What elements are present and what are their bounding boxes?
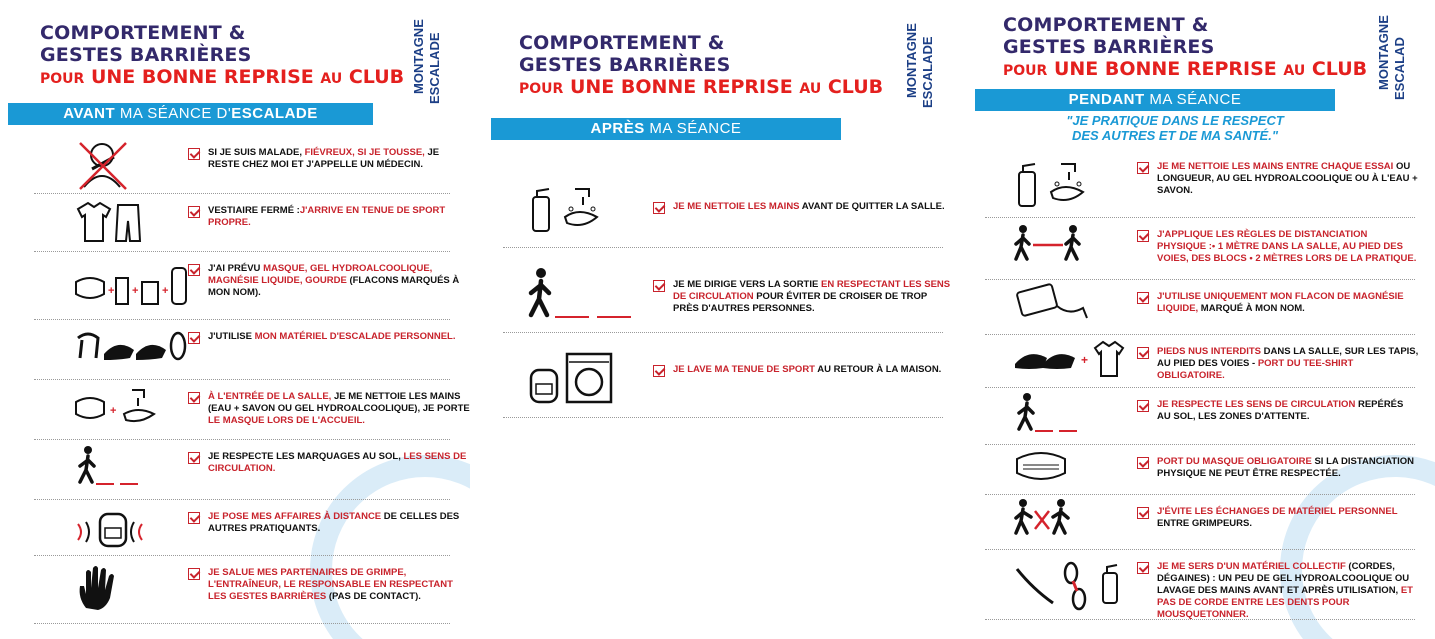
item-text: JE RESPECTE LES SENS DE CIRCULATION REPÉRÉS AU SOL, LES ZONES D'ATTENTE. — [1157, 399, 1404, 422]
ffme-logo: MONTAGNE ESCALADE — [904, 23, 935, 108]
no-exchange-icon — [1013, 497, 1143, 558]
list-item — [503, 170, 943, 248]
item-text: J'UTILISE UNIQUEMENT MON FLACON DE MAGNÉSIE LIQUIDE, MARQUÉ À MON NOM. — [1157, 291, 1404, 314]
walking-exit-icon — [527, 265, 657, 326]
distancing-icon — [1013, 223, 1143, 284]
item-text: PIEDS NUS INTERDITS DANS LA SALLE, SUR LES TAPIS, AU PIED DES VOIES - PORT DU TEE-SHIRT OBLIGATOIRE. — [1157, 346, 1419, 381]
checkbox-icon — [653, 365, 665, 377]
list-item — [34, 500, 460, 556]
checkbox-icon — [188, 452, 200, 464]
item-text: JE ME NETTOIE LES MAINS AVANT DE QUITTER LA SALLE. — [673, 201, 945, 212]
checkbox-icon — [1137, 230, 1149, 242]
checkbox-icon — [1137, 162, 1149, 174]
checkbox-icon — [1137, 562, 1149, 574]
checkbox-icon — [188, 512, 200, 524]
list-item — [985, 280, 1415, 335]
list-item — [34, 440, 467, 500]
checkbox-icon — [1137, 292, 1149, 304]
list-item — [985, 388, 1415, 445]
checkbox-icon — [188, 264, 200, 276]
item-text: VESTIAIRE FERMÉ :J'ARRIVE EN TENUE DE SPORT PROPRE. — [208, 205, 446, 228]
item-text: JE SALUE MES PARTENAIRES DE GRIMPE, L'ENTRAÎNEUR, LE RESPONSABLE EN RESPECTANT LES GESTES BARRIÈRES (PAS DE CONTACT). — [208, 567, 453, 602]
list-item — [503, 333, 943, 418]
checkbox-icon — [653, 280, 665, 292]
list-item — [985, 550, 1415, 620]
climbing-gear-icon — [74, 324, 204, 385]
checkbox-icon — [1137, 457, 1149, 469]
checkbox-icon — [653, 202, 665, 214]
svg-text:+: + — [132, 285, 139, 297]
sick-person-icon — [74, 139, 204, 200]
svg-text:+: + — [110, 405, 117, 417]
item-text: J'APPLIQUE LES RÈGLES DE DISTANCIATION PHYSIQUE :• 1 MÈTRE DANS LA SALLE, AU PIED DES VOIES, DES BLOCS • 2 MÈTRES LORS DE LA PRATIQUE. — [1157, 229, 1417, 264]
list-item — [503, 248, 951, 333]
washing-machine-icon — [527, 350, 657, 411]
item-text: À L'ENTRÉE DE LA SALLE, JE ME NETTOIE LES MAINS (EAU + SAVON OU GEL HYDROALCOOLIQUE), JE PORTE LE MASQUE LORS DE L'ACCUEIL. — [208, 391, 470, 426]
checkbox-icon — [1137, 347, 1149, 359]
section-banner-pendant: PENDANT MA SÉANCE — [975, 89, 1335, 111]
list-item — [985, 218, 1415, 280]
checkbox-icon — [188, 206, 200, 218]
list-item — [34, 136, 450, 194]
hand-icon — [74, 564, 204, 625]
mask-gel-bottle-icon — [74, 260, 204, 321]
walking-person-icon — [74, 444, 204, 505]
svg-text:+: + — [1081, 352, 1089, 367]
checkbox-icon — [188, 332, 200, 344]
poster-title: COMPORTEMENT & GESTES BARRIÈRES POUR UNE BONNE REPRISE AU CLUB — [519, 32, 884, 98]
list-item — [985, 150, 1418, 218]
item-text: J'AI PRÉVU MASQUE, GEL HYDROALCOOLIQUE, MAGNÉSIE LIQUIDE, GOURDE (FLACONS MARQUÉS À MON NOM). — [208, 263, 460, 298]
mask-handwash-icon — [74, 384, 204, 445]
item-text: JE RESPECTE LES MARQUAGES AU SOL, LES SENS DE CIRCULATION. — [208, 451, 467, 474]
section-banner-apres: APRÈS MA SÉANCE — [491, 118, 841, 140]
ffme-logo: MONTAGNE ESCALAD — [1376, 15, 1407, 100]
svg-text:+: + — [108, 285, 115, 297]
item-text: JE ME DIRIGE VERS LA SORTIE EN RESPECTANT LES SENS DE CIRCULATION POUR ÉVITER DE CROISER DE TROP PRÈS D'AUTRES PERSONNES. — [673, 279, 951, 314]
checkbox-icon — [188, 392, 200, 404]
gel-handwash-icon — [527, 183, 657, 244]
item-text: PORT DU MASQUE OBLIGATOIRE SI LA DISTANCIATION PHYSIQUE NE PEUT ÊTRE RESPECTÉE. — [1157, 456, 1415, 479]
list-item — [985, 335, 1419, 388]
poster-pendant — [965, 0, 1435, 639]
item-text: JE LAVE MA TENUE DE SPORT AU RETOUR À LA MAISON. — [673, 364, 942, 375]
poster-title: COMPORTEMENT & GESTES BARRIÈRES POUR UNE BONNE REPRISE AU CLUB — [1003, 14, 1368, 80]
list-item — [34, 194, 450, 252]
chalk-bottle-icon — [1013, 282, 1143, 343]
item-text: J'UTILISE MON MATÉRIEL D'ESCALADE PERSONNEL. — [208, 331, 456, 342]
list-item — [34, 252, 460, 320]
poster-apres — [483, 0, 953, 639]
checkbox-icon — [1137, 400, 1149, 412]
backpack-icon — [74, 502, 204, 563]
rope-quickdraw-icon — [1013, 559, 1143, 620]
item-text: JE ME NETTOIE LES MAINS ENTRE CHAQUE ESSAI OU LONGUEUR, AU GEL HYDROALCOOLIQUE OU À L'EAU + SAVON. — [1157, 161, 1418, 196]
item-text: SI JE SUIS MALADE, FIÉVREUX, SI JE TOUSSE, JE RESTE CHEZ MOI ET J'APPELLE UN MÉDECIN. — [208, 147, 440, 170]
section-quote: "JE PRATIQUE DANS LE RESPECT DES AUTRES ET DE MA SANTÉ." — [1066, 113, 1284, 143]
list-item — [34, 320, 456, 380]
section-banner-avant: AVANT MA SÉANCE D'ESCALADE — [8, 103, 373, 125]
item-text: JE POSE MES AFFAIRES À DISTANCE DE CELLES DES AUTRES PRATIQUANTS. — [208, 511, 460, 534]
poster-title: COMPORTEMENT & GESTES BARRIÈRES POUR UNE BONNE REPRISE AU CLUB — [40, 22, 405, 88]
gel-handwash-icon — [1013, 158, 1143, 219]
item-text: JE ME SERS D'UN MATÉRIEL COLLECTIF (CORDES, DÉGAINES) : UN PEU DE GEL HYDROALCOOLIQUE OU LAVAGE DES MAINS AVANT ET APRÈS UTILISATION, ET PAS DE CORDE ENTRE LES DENTS POUR MOUSQUETONNER. — [1157, 561, 1413, 620]
checkbox-icon — [188, 148, 200, 160]
ffme-logo: MONTAGNE ESCALADE — [411, 19, 442, 104]
checkbox-icon — [1137, 507, 1149, 519]
list-item — [34, 556, 453, 624]
svg-text:+: + — [162, 285, 169, 297]
clothes-icon — [74, 197, 204, 258]
list-item — [985, 495, 1415, 550]
poster-avant — [0, 0, 470, 639]
checkbox-icon — [188, 568, 200, 580]
item-text: J'ÉVITE LES ÉCHANGES DE MATÉRIEL PERSONNEL ENTRE GRIMPEURS. — [1157, 506, 1398, 529]
walking-person-icon — [1013, 391, 1143, 452]
list-item — [985, 445, 1415, 495]
list-item — [34, 380, 470, 440]
